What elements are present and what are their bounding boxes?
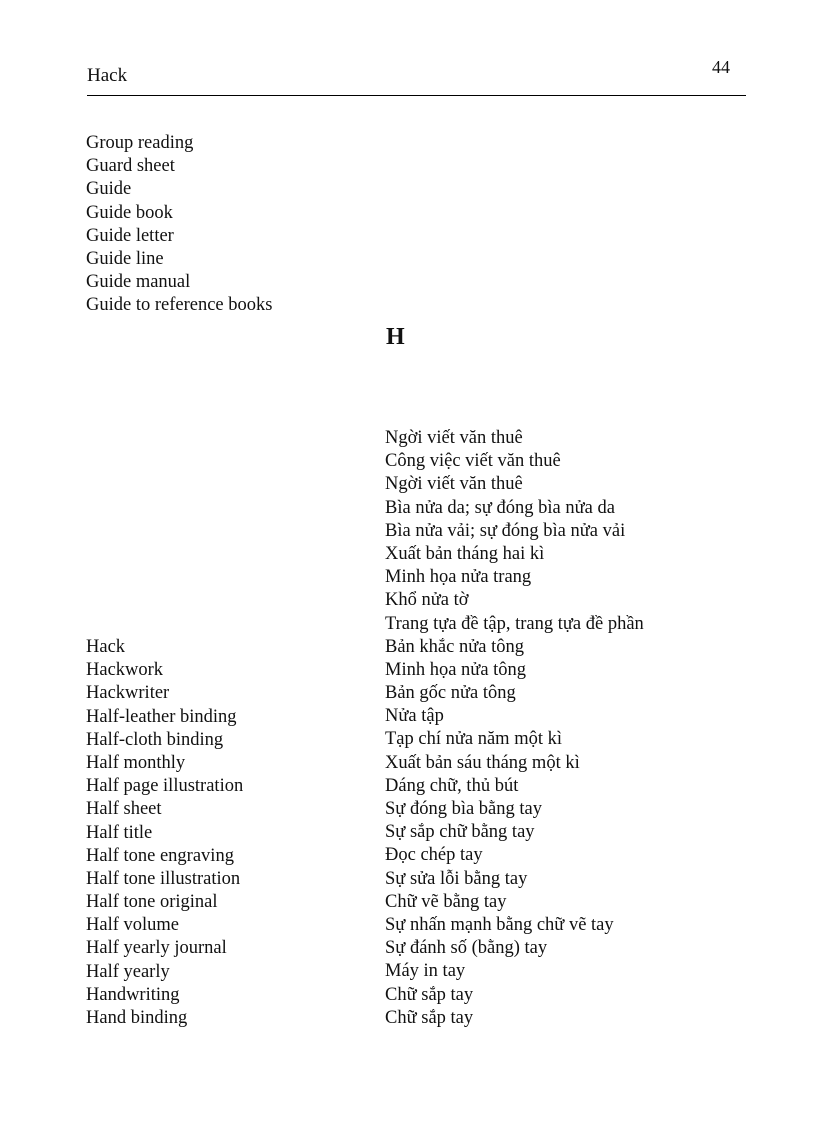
translation-entry: Sự nhấn mạnh bằng chữ vẽ tay: [385, 914, 614, 935]
running-head: Hack: [87, 65, 128, 86]
term-entry: Half-cloth binding: [86, 729, 224, 750]
term-entry: Hack: [86, 637, 126, 657]
translation-entry: Minh họa nửa tông: [385, 659, 527, 680]
translation-entry: Dáng chữ, thủ bút: [385, 775, 519, 796]
term-entry: Guide manual: [86, 272, 191, 293]
header-divider: [87, 95, 746, 96]
term-entry: Guard sheet: [86, 156, 175, 177]
translation-entry: Nửa tập: [385, 706, 444, 727]
term-entry: Hand binding: [86, 1008, 188, 1028]
translation-entry: Ngời viết văn thuê: [385, 428, 523, 448]
translation-entry: Bìa nửa vải; sự đóng bìa nửa vải: [385, 520, 626, 541]
term-entry: Guide: [86, 179, 132, 200]
h-entries-list: [86, 636, 243, 1030]
translation-entry: Chữ sắp tay: [385, 1007, 474, 1028]
term-entry: Handwriting: [86, 984, 180, 1005]
term-entry: Guide letter: [86, 225, 174, 246]
translation-entry: Khổ nửa tờ: [385, 590, 469, 611]
term-entry: Half sheet: [86, 799, 162, 820]
term-entry: Guide to reference books: [86, 295, 273, 316]
term-entry: Hackwork: [86, 660, 164, 681]
term-entry: Half volume: [86, 915, 179, 936]
term-entry: Half-leather binding: [86, 706, 237, 727]
translation-entry: Sự đánh số (bằng) tay: [385, 938, 548, 959]
translation-entry: Xuất bản sáu tháng một kì: [385, 752, 580, 773]
translation-entry: Bìa nửa da; sự đóng bìa nửa da: [385, 497, 615, 518]
translation-list: [385, 427, 644, 1030]
term-entry: Half page illustration: [86, 776, 244, 797]
term-entry: Half yearly journal: [86, 938, 227, 959]
g-entries-list: [86, 132, 272, 318]
term-entry: Half title: [86, 822, 153, 843]
page-number: 44: [712, 57, 730, 77]
translation-entry: Bản khắc nửa tông: [385, 636, 524, 657]
translation-entry: Trang tựa đề tập, trang tựa đề phần: [385, 613, 644, 634]
translation-entry: Sự sắp chữ bằng tay: [385, 822, 535, 843]
term-entry: Guide book: [86, 202, 173, 223]
translation-entry: Minh họa nửa trang: [385, 567, 532, 588]
term-entry: Half tone illustration: [86, 868, 241, 889]
translation-entry: Sự đóng bìa bằng tay: [385, 799, 542, 819]
translation-entry: Máy in tay: [385, 961, 466, 982]
translation-entry: Ngời viết văn thuê: [385, 474, 523, 495]
translation-entry: Chữ sắp tay: [385, 984, 474, 1005]
translation-entry: Chữ vẽ bằng tay: [385, 891, 507, 912]
section-heading: H: [386, 324, 405, 350]
translation-entry: Xuất bản tháng hai kì: [385, 543, 545, 564]
translation-entry: Sự sửa lỗi bằng tay: [385, 868, 528, 889]
term-entry: Half monthly: [86, 752, 186, 773]
term-entry: Guide line: [86, 248, 164, 269]
term-entry: Half yearly: [86, 961, 170, 982]
translation-entry: Đọc chép tay: [385, 845, 483, 866]
term-entry: Half tone original: [86, 892, 218, 913]
term-entry: Hackwriter: [86, 683, 170, 704]
translation-entry: Công việc viết văn thuê: [385, 451, 561, 472]
term-entry: Group reading: [86, 133, 194, 153]
translation-entry: Tạp chí nửa năm một kì: [385, 729, 562, 750]
term-entry: Half tone engraving: [86, 845, 234, 866]
translation-entry: Bản gốc nửa tông: [385, 683, 516, 704]
